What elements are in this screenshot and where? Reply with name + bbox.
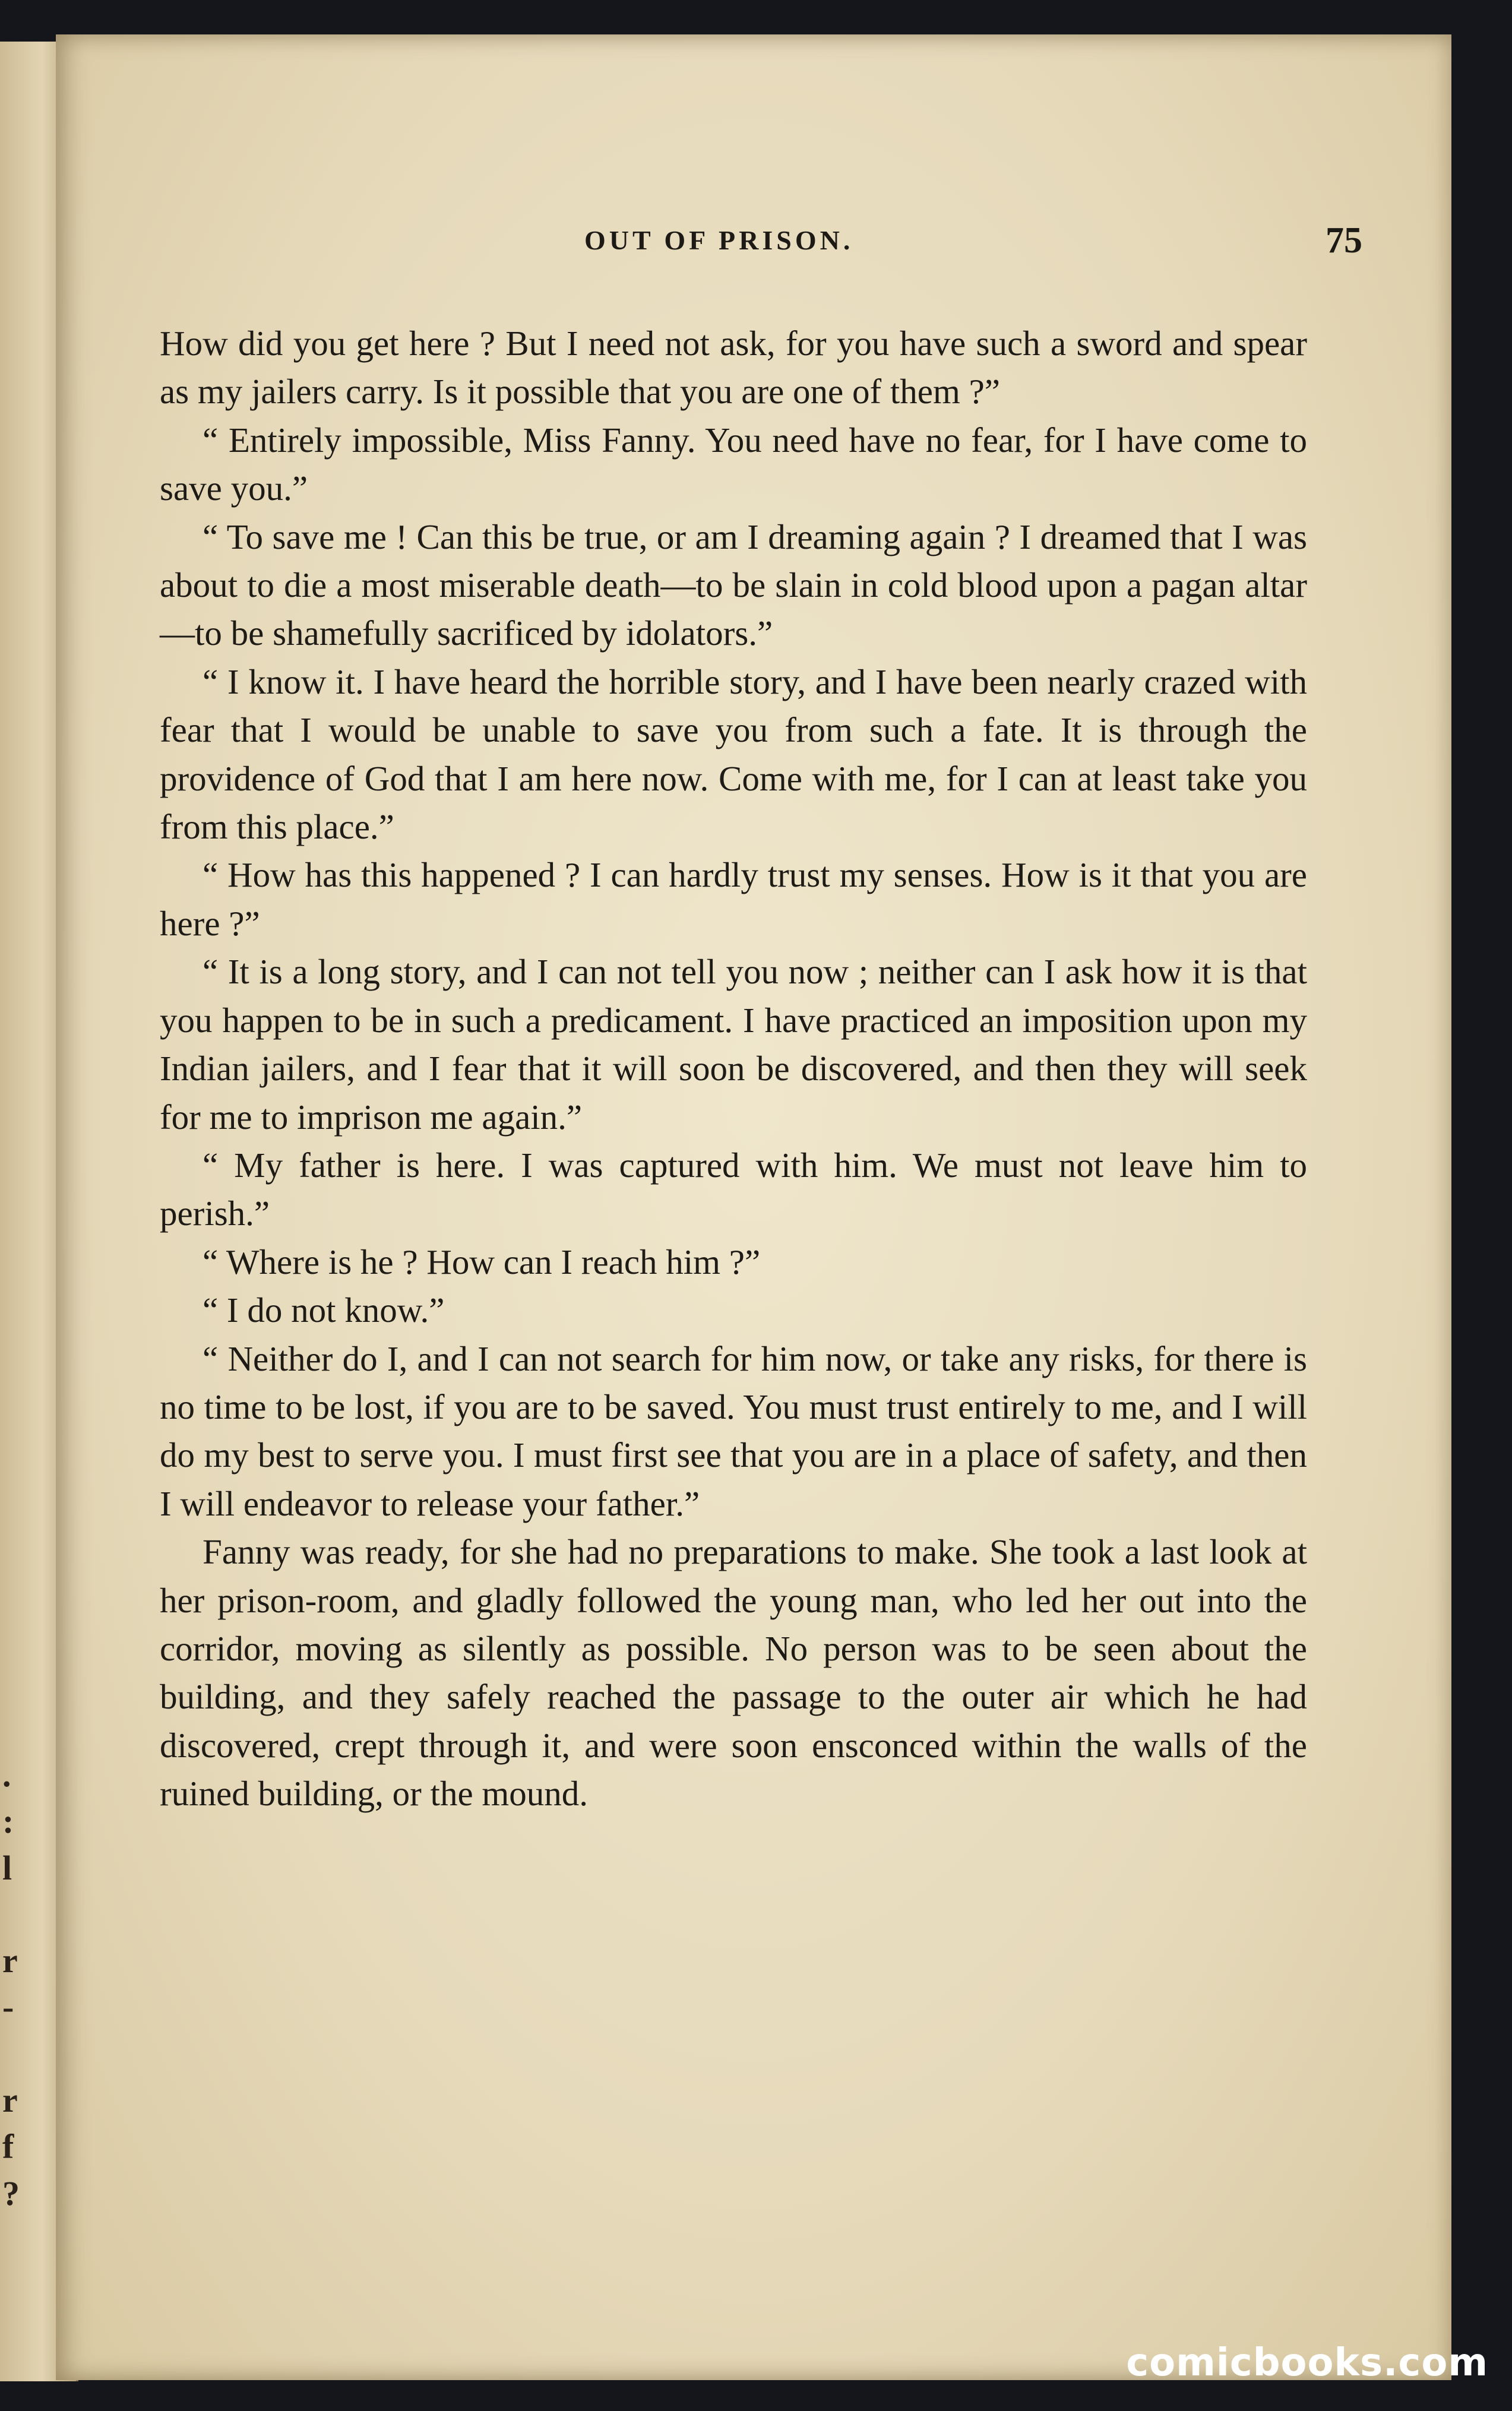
book-page bbox=[56, 34, 1451, 2380]
paragraph-6: “ It is a long story, and I can not tell you now ; neither can I ask how it is that you happen to be in such a predicament. I have practiced an imposition upon my Indian jailers, and I fear that it will soon be discovered, and then they will seek for me to imprison me again.” bbox=[160, 952, 1307, 1137]
page-header bbox=[56, 220, 1451, 272]
paragraph-11: Fanny was ready, for she had no preparations to make. She took a last look at her prison-room, and gladly followed the young man, who led her out into the corridor, moving as silently as possible. No person was to be seen about the building, and they safely reached the passage to the outer air which he had discovered, crept through it, and were soon ensconced within the walls of the ruined building, or the mound. bbox=[160, 1532, 1307, 1814]
page-number: 75 bbox=[1326, 220, 1362, 261]
paragraph-9: “ I do not know.” bbox=[203, 1290, 445, 1330]
paragraph-1: How did you get here ? But I need not ask, for you have such a sword and spear as my jailers carry. Is it possible that you are one of them ?” bbox=[160, 324, 1307, 412]
paragraph-2: “ Entirely impossible, Miss Fanny. You need have no fear, for I have come to save you.” bbox=[160, 420, 1307, 508]
watermark: comicbooks.com bbox=[1126, 2341, 1488, 2385]
paragraph-10: “ Neither do I, and I can not search for him now, or take any risks, for there is no time to be lost, if you are to be saved. You must trust entirely to me, and I will do my best to serve you. I must first see that you are in a place of safety, and then I will endeavor to release your father.” bbox=[160, 1339, 1307, 1523]
paragraph-8: “ Where is he ? How can I reach him ?” bbox=[203, 1242, 761, 1282]
running-title: OUT OF PRISON. bbox=[584, 225, 854, 255]
paragraph-3: “ To save me ! Can this be true, or am I dreaming again ? I dreamed that I was about to die a most miserable death—to be slain in cold blood upon a pagan altar—to be shamefully sacrificed by idolators.” bbox=[160, 517, 1307, 653]
paragraph-4: “ I know it. I have heard the horrible story, and I have been nearly crazed with fear that I would be unable to save you from such a fate. It is through the providence of God that I am here now. Come with me, for I can at least take you from this place.” bbox=[160, 662, 1307, 847]
paragraph-5: “ How has this happened ? I can hardly trust my senses. How is it that you are here ?” bbox=[160, 855, 1307, 943]
paragraph-7: “ My father is here. I was captured with him. We must not leave him to perish.” bbox=[160, 1145, 1307, 1233]
body-text bbox=[160, 319, 1307, 1818]
previous-page-text-fragments: . : l r - r f ? bbox=[2, 1755, 20, 2213]
